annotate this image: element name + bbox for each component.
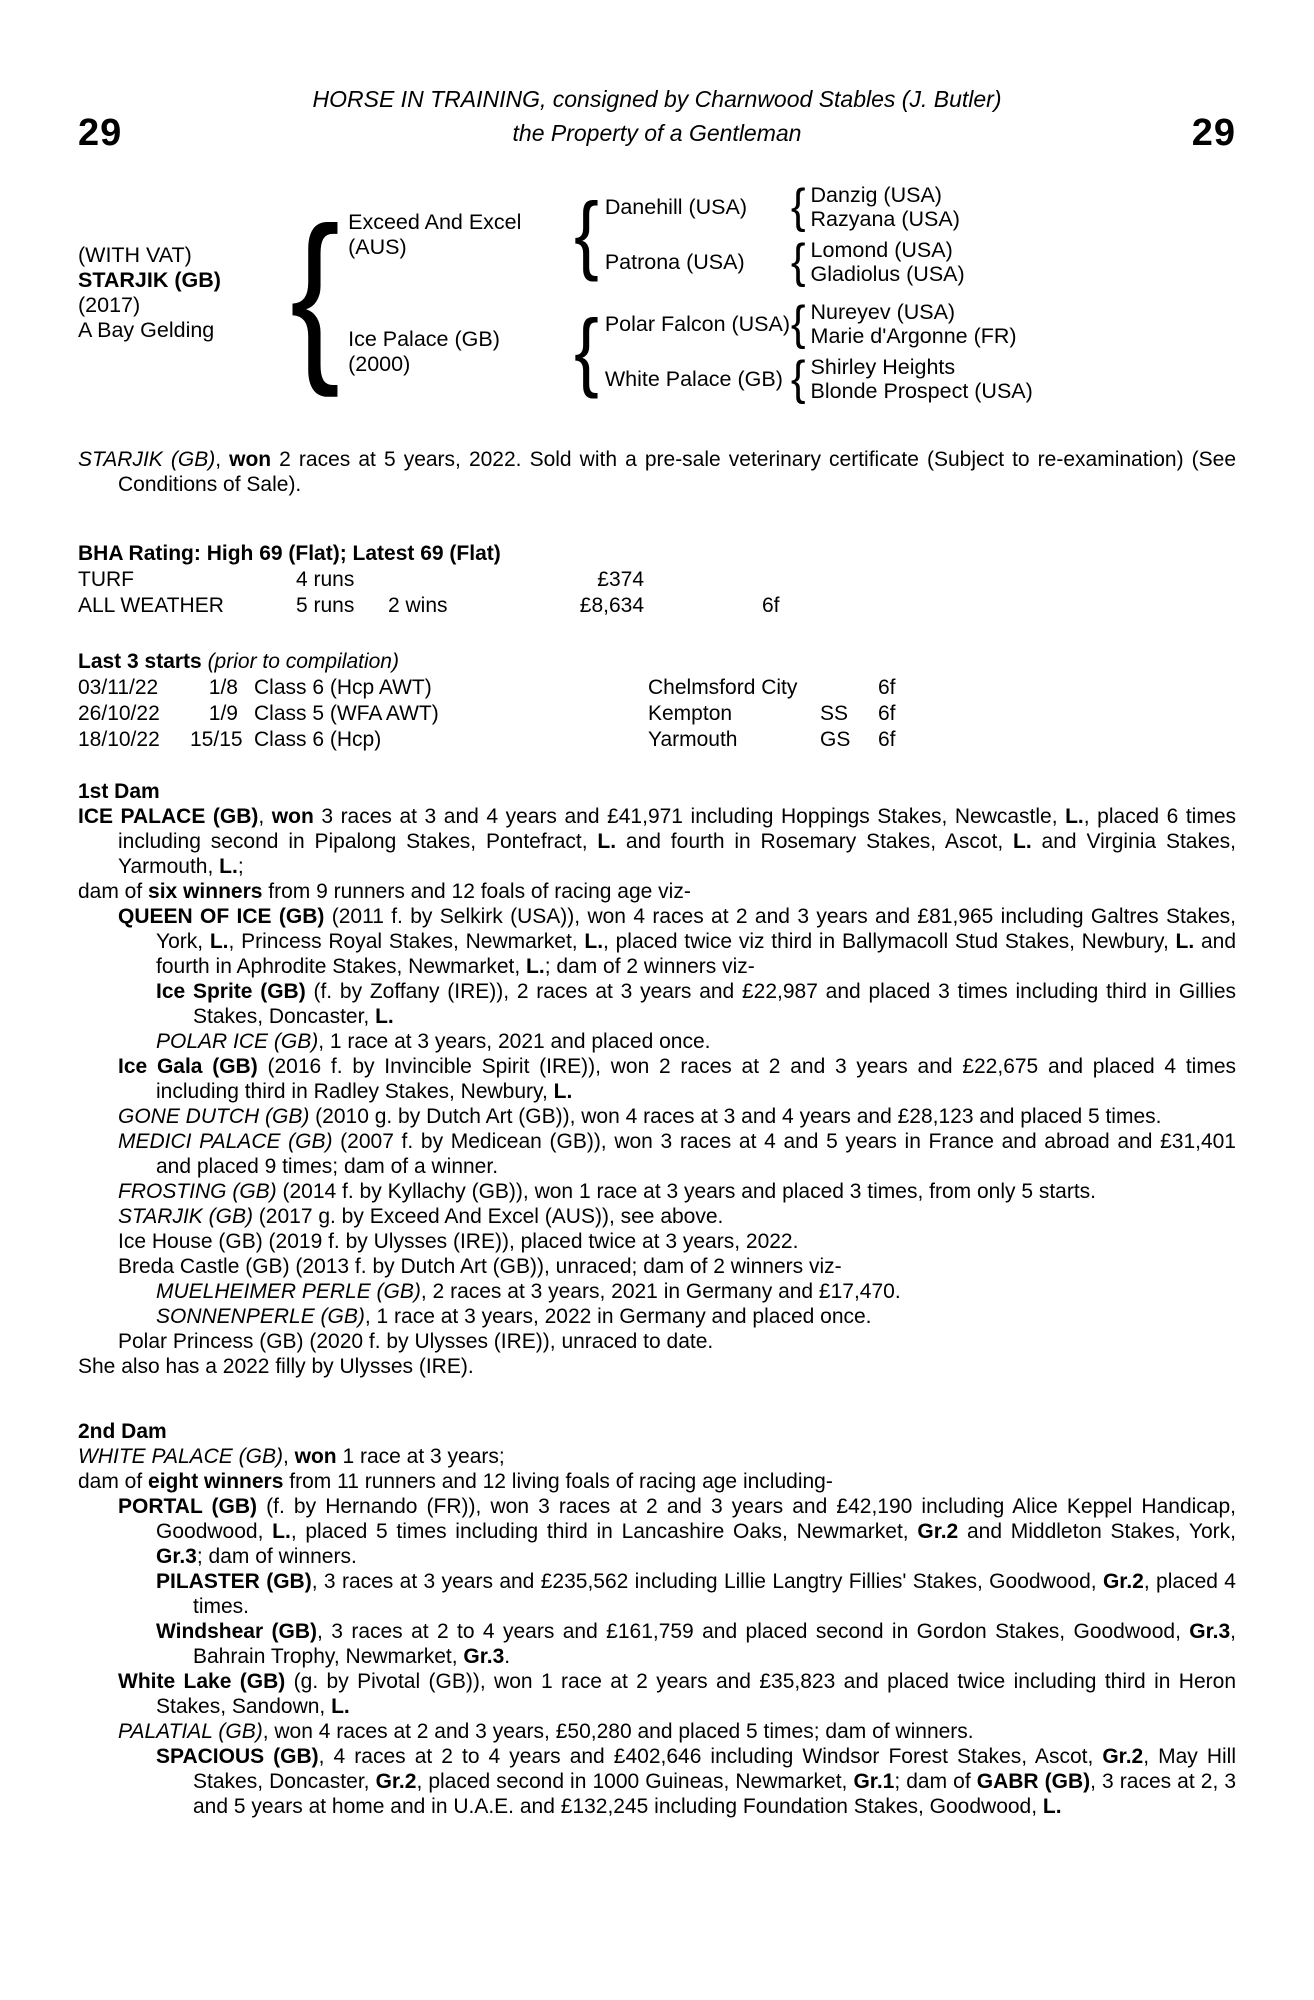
lot-number-left: 29 <box>78 112 123 154</box>
pedigree-paragraph: Windshear (GB), 3 races at 2 to 4 years and £161,759 and placed second in Gordon Stakes, Goodwood, Gr.3, Bahrain Trophy, Newmarket, Gr.3. <box>156 1620 1237 1668</box>
last-3-starts-heading <box>78 649 1236 675</box>
pedigree-paragraph: PALATIAL (GB), won 4 races at 2 and 3 years, £50,280 and placed 5 times; dam of winners. <box>118 1720 974 1743</box>
spacer <box>644 567 762 593</box>
pedigree-paragraph: PORTAL (GB) (f. by Hernando (FR)), won 3 races at 2 and 3 years and £42,190 including Alice Keppel Handicap, Goodwood, L., placed 5 times including third in Lancashire Oaks, Newmarket, Gr.2 and Middleton Stakes, York, Gr.3; dam of winners. <box>118 1495 1237 1568</box>
sire-sire-parents <box>811 183 960 231</box>
pedigree-paragraph: Ice Sprite (GB) (f. by Zoffany (IRE)), 2 races at 3 years and £22,987 and placed 3 times including third in Gillies Stakes, Doncaster, L. <box>156 980 1236 1028</box>
pedigree-paragraph: Polar Princess (GB) (2020 f. by Ulysses (IRE)), unraced to date. <box>118 1330 714 1353</box>
dam-dam-branch <box>604 352 1033 406</box>
dam-sire-name: Polar Falcon (USA) <box>604 312 791 336</box>
runs-value: 5 runs <box>296 594 355 617</box>
pedigree-brace-sire-dam: { <box>790 235 806 289</box>
going: SS <box>820 702 849 725</box>
start-date: 18/10/22 <box>78 728 160 751</box>
going <box>820 675 878 701</box>
pedigree-tree <box>78 180 1236 406</box>
second-dam-heading: 2nd Dam <box>78 1420 167 1443</box>
race-distance: 6f <box>878 702 896 725</box>
pedigree-paragraph: She also has a 2022 filly by Ulysses (IRE). <box>78 1355 474 1378</box>
pedigree-paragraph: dam of six winners from 9 runners and 12 foals of racing age viz- <box>78 880 691 903</box>
pedigree-paragraph: STARJIK (GB) (2017 g. by Exceed And Excel (AUS)), see above. <box>118 1205 724 1228</box>
dam-sire-dam: Marie d'Argonne (FR) <box>810 324 1017 348</box>
dam-dam-parents <box>811 355 1033 403</box>
sire-dam-dam: Gladiolus (USA) <box>810 262 965 286</box>
pedigree-brace-gen1: { <box>290 187 341 398</box>
pedigree-paragraph: MUELHEIMER PERLE (GB), 2 races at 3 years, 2021 in Germany and £17,470. <box>156 1280 901 1303</box>
property-line: the Property of a Gentleman <box>512 120 802 146</box>
last-3-starts-note: (prior to compilation) <box>201 650 399 673</box>
race-summary-paragraph: STARJIK (GB), won 2 races at 5 years, 2022. Sold with a pre-sale veterinary certificate (Subject to re-examination) (See Conditions of Sale). <box>78 448 1237 496</box>
page-header <box>78 86 1236 153</box>
dam-name: Ice Palace (GB) <box>348 326 500 351</box>
going: GS <box>820 728 851 751</box>
pedigree-brace-sire-sire: { <box>790 180 806 234</box>
pedigree-paragraph: ICE PALACE (GB), won 3 races at 3 and 4 years and £41,971 including Hoppings Stakes, Newcastle, L., placed 6 times including second in Pipalong Stakes, Pontefract, L. and fourth in Rosemary Stakes, Ascot, L. and Virginia Stakes, Yarmouth, L.; <box>78 805 1237 878</box>
second-dam-section <box>78 1419 1236 1819</box>
first-dam-section <box>78 779 1236 1379</box>
spacer <box>644 593 762 619</box>
race-class: Class 6 (Hcp AWT) <box>254 676 432 699</box>
sire-branch <box>348 180 1033 289</box>
dam-sire-parents <box>811 300 1017 348</box>
pedigree-paragraph: SONNENPERLE (GB), 1 race at 3 years, 2022 in Germany and placed once. <box>156 1305 872 1328</box>
dam-sire-sire: Nureyev (USA) <box>810 300 956 324</box>
start-row <box>78 675 1236 701</box>
sire-sire-sire: Danzig (USA) <box>810 183 942 207</box>
last-3-starts-block <box>78 649 1236 753</box>
dam-dam-dam: Blonde Prospect (USA) <box>810 379 1033 403</box>
finish-position: 15/15 <box>190 728 243 751</box>
bha-rating-block <box>78 541 1236 619</box>
pedigree-paragraph: QUEEN OF ICE (GB) (2011 f. by Selkirk (USA)), won 4 races at 2 and 3 years and £81,965 including Galtres Stakes, York, L., Princess Royal Stakes, Newmarket, L., placed twice viz third in Ballymacoll Stud Stakes, Newbury, L. and fourth in Aphrodite Stakes, Newmarket, L.; dam of 2 winners viz- <box>118 905 1237 978</box>
racecourse: Chelmsford City <box>648 676 798 699</box>
sire-sire-branch <box>604 180 965 234</box>
header-row <box>78 113 1236 153</box>
earnings-value: £374 <box>597 568 644 591</box>
last-3-starts-title: Last 3 starts <box>78 650 202 673</box>
pedigree-paragraph: SPACIOUS (GB), 4 races at 2 to 4 years and £402,646 including Windsor Forest Stakes, Ascot, Gr.2, May Hill Stakes, Doncaster, Gr.2, placed second in 1000 Guineas, Newmarket, Gr.1; dam of GABR (GB), 3 races at 2, 3 and 5 years at home and in U.A.E. and £132,245 including Foundation Stakes, Goodwood, L. <box>156 1745 1237 1818</box>
surface-label: ALL WEATHER <box>78 594 224 617</box>
pedigree-brace-dam-sire: { <box>790 297 806 351</box>
vat-note: (WITH VAT) <box>78 243 192 267</box>
bha-rating-heading: BHA Rating: High 69 (Flat); Latest 69 (Flat) <box>78 542 501 565</box>
dam-branch <box>348 297 1033 406</box>
race-distance: 6f <box>878 676 896 699</box>
stats-row-all-weather <box>78 593 1236 619</box>
sire-name: Exceed And Excel (AUS) <box>348 209 522 259</box>
finish-position: 1/9 <box>208 702 238 725</box>
sire-sire-name: Danehill (USA) <box>604 195 748 219</box>
pedigree-brace-dam-dam: { <box>790 352 806 406</box>
sire-dam-name: Patrona (USA) <box>604 250 745 274</box>
sire-sire-dam: Razyana (USA) <box>810 207 960 231</box>
pedigree-paragraph: PILASTER (GB), 3 races at 3 years and £235,562 including Lillie Langtry Fillies' Stakes, Goodwood, Gr.2, placed 4 times. <box>156 1570 1236 1618</box>
pedigree-paragraph: White Lake (GB) (g. by Pivotal (GB)), won 1 race at 2 years and £35,823 and placed twice including third in Heron Stakes, Sandown, L. <box>118 1670 1236 1718</box>
sire-dam-parents <box>811 238 965 286</box>
race-class: Class 5 (WFA AWT) <box>254 702 439 725</box>
pedigree-paragraph: Ice House (GB) (2019 f. by Ulysses (IRE)), placed twice at 3 years, 2022. <box>118 1230 799 1253</box>
horse-colour-sex: A Bay Gelding <box>78 318 215 342</box>
pedigree-paragraph: MEDICI PALACE (GB) (2007 f. by Medicean (GB)), won 3 races at 4 and 5 years in France and abroad and £31,401 and placed 9 times; dam of a winner. <box>118 1130 1236 1178</box>
horse-identity <box>78 243 290 343</box>
earnings-value: £8,634 <box>579 594 644 617</box>
start-date: 26/10/22 <box>78 702 160 725</box>
dam-sire-branch <box>604 297 1033 351</box>
wins-value: 2 wins <box>388 594 448 617</box>
pedigree-brace-dam: { <box>574 301 599 400</box>
consignor-line: HORSE IN TRAINING, consigned by Charnwood Stables (J. Butler) <box>312 86 1002 112</box>
start-date: 03/11/22 <box>78 676 159 699</box>
stats-row-turf <box>78 567 1236 593</box>
pedigree-paragraph: dam of eight winners from 11 runners and 12 living foals of racing age including- <box>78 1470 833 1493</box>
surface-label: TURF <box>78 568 134 591</box>
finish-position: 1/8 <box>208 676 238 699</box>
sire-dam-sire: Lomond (USA) <box>810 238 953 262</box>
start-row <box>78 701 1236 727</box>
pedigree-paragraph: POLAR ICE (GB), 1 race at 3 years, 2021 and placed once. <box>156 1030 711 1053</box>
dam-name-block <box>348 327 574 377</box>
dam-gen2-column <box>604 297 1033 406</box>
horse-name: STARJIK (GB) <box>78 268 221 292</box>
distance-value <box>762 567 1236 593</box>
horse-year-foaled: (2017) <box>78 293 141 317</box>
pedigree-paragraph: GONE DUTCH (GB) (2010 g. by Dutch Art (GB)), won 4 races at 3 and 4 years and £28,123 and placed 5 times. <box>118 1105 1162 1128</box>
pedigree-brace-sire: { <box>574 184 599 283</box>
sire-dam-branch <box>604 235 965 289</box>
race-distance: 6f <box>878 728 896 751</box>
dam-year: (2000) <box>348 351 411 376</box>
lot-number-right: 29 <box>1191 112 1236 154</box>
runs-value: 4 runs <box>296 568 355 591</box>
racecourse: Kempton <box>648 702 733 725</box>
sire-gen2-column <box>604 180 965 289</box>
distance-value: 6f <box>762 594 780 617</box>
pedigree-paragraph: FROSTING (GB) (2014 f. by Kyllachy (GB)), won 1 race at 3 years and placed 3 times, from only 5 starts. <box>118 1180 1097 1203</box>
dam-dam-name: White Palace (GB) <box>604 367 783 391</box>
racecourse: Yarmouth <box>648 728 738 751</box>
wins-value <box>388 567 548 593</box>
pedigree-paragraph: WHITE PALACE (GB), won 1 race at 3 years; <box>78 1445 505 1468</box>
race-class: Class 6 (Hcp) <box>254 728 382 751</box>
pedigree-paragraph: Breda Castle (GB) (2013 f. by Dutch Art (GB)), unraced; dam of 2 winners viz- <box>118 1255 842 1278</box>
dam-dam-sire: Shirley Heights <box>810 355 956 379</box>
start-row <box>78 727 1236 753</box>
pedigree-gen1-column <box>348 180 1033 406</box>
pedigree-paragraph: Ice Gala (GB) (2016 f. by Invincible Spirit (IRE)), won 2 races at 2 and 3 years and £22,675 and placed 4 times including third in Radley Stakes, Newbury, L. <box>118 1055 1236 1103</box>
first-dam-heading: 1st Dam <box>78 780 160 803</box>
